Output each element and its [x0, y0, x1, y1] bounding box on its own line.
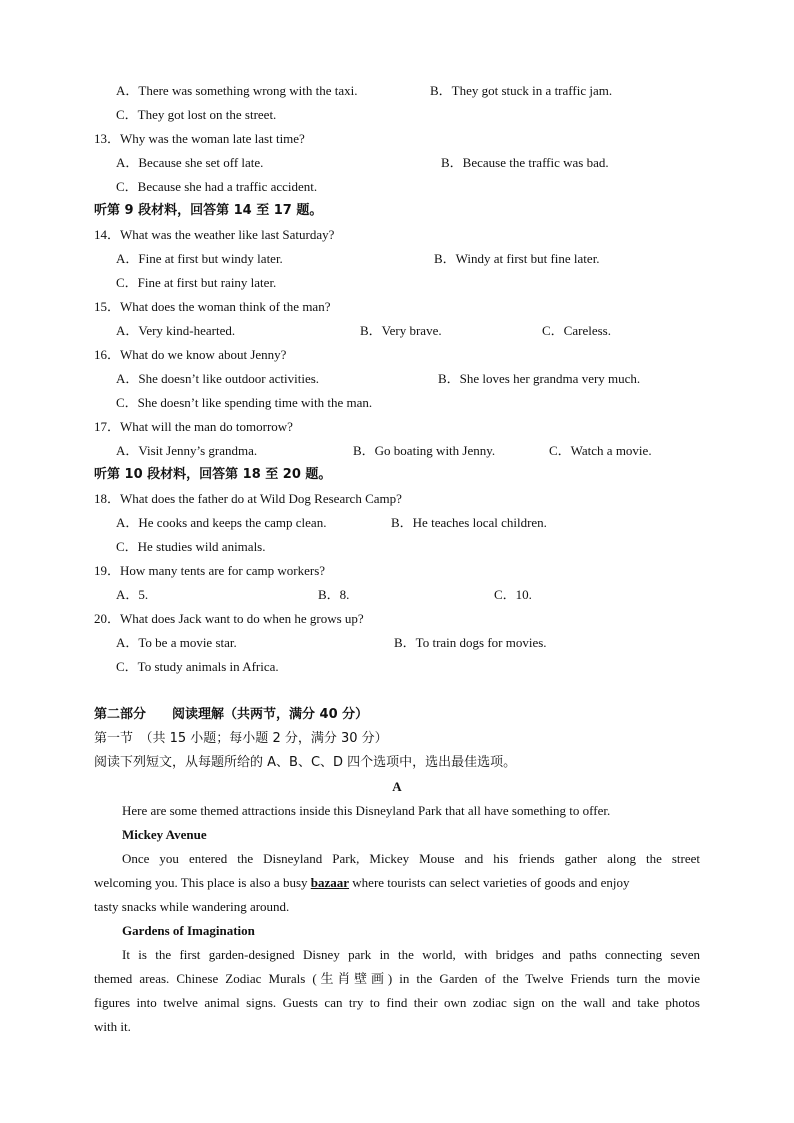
q16-option-c: C．She doesn’t like spending time with the man. [116, 395, 373, 410]
section-9-heading: 听第 9 段材料，回答第 14 至 17 题。 [94, 203, 323, 218]
q17-option-c: C．Watch a movie. [549, 443, 652, 458]
q17-option-b: B．Go boating with Jenny. [353, 443, 496, 458]
q18-option-a: A．He cooks and keeps the camp clean. [116, 515, 327, 530]
q19-stem: 19．How many tents are for camp workers? [94, 563, 326, 578]
q15-option-a: A．Very kind-hearted. [116, 323, 236, 338]
q12-option-a: A．There was something wrong with the taxi. [116, 83, 358, 98]
q14-stem: 14．What was the weather like last Saturday? [94, 227, 335, 242]
q17-option-a: A．Visit Jenny’s grandma. [116, 443, 258, 458]
q14-option-c: C．Fine at first but rainy later. [116, 275, 277, 290]
q16-option-a: A．She doesn’t like outdoor activities. [116, 371, 320, 386]
q15-stem: 15．What does the woman think of the man? [94, 299, 331, 314]
paragraph-2-line-1: It is the first garden-designed Disney park in the world, with bridges and paths connecting seven [122, 947, 700, 962]
passage-intro: Here are some themed attractions inside this Disneyland Park that all have something to offer. [122, 803, 611, 818]
paragraph-2-line-4: with it. [94, 1019, 131, 1034]
q16-option-b: B．She loves her grandma very much. [438, 371, 641, 386]
q17-stem: 17．What will the man do tomorrow? [94, 419, 293, 434]
q20-option-a: A．To be a movie star. [116, 635, 237, 650]
passage-letter: A [392, 779, 402, 794]
q19-option-c: C．10. [494, 587, 532, 602]
paragraph-1-line-3: tasty snacks while wandering around. [94, 899, 290, 914]
q20-option-c: C．To study animals in Africa. [116, 659, 279, 674]
heading-mickey-avenue: Mickey Avenue [122, 827, 207, 842]
q19-option-b: B．8. [318, 587, 350, 602]
q12-option-b: B．They got stuck in a traffic jam. [430, 83, 613, 98]
q14-option-b: B．Windy at first but fine later. [434, 251, 600, 266]
q13-option-a: A．Because she set off late. [116, 155, 264, 170]
q12-option-c: C．They got lost on the street. [116, 107, 277, 122]
section-1-heading: 第一节 （共 15 小题；每小题 2 分，满分 30 分） [94, 731, 388, 746]
section-10-heading: 听第 10 段材料，回答第 18 至 20 题。 [94, 467, 332, 482]
reading-instruction: 阅读下列短文，从每题所给的 A、B、C、D 四个选项中，选出最佳选项。 [94, 755, 517, 770]
q19-option-a: A．5. [116, 587, 149, 602]
q13-option-c: C．Because she had a traffic accident. [116, 179, 318, 194]
paragraph-2-line-2: themed areas. Chinese Zodiac Murals (生肖壁画) in the Garden of the Twelve Friends turn the movie [94, 971, 700, 986]
q20-option-b: B．To train dogs for movies. [394, 635, 547, 650]
p1-line2-before: welcoming you. This place is also a busy bazaar where tourists can select varieties of goods and enjoy [94, 875, 630, 890]
paragraph-1-line-1: Once you entered the Disneyland Park, Mickey Mouse and his friends gather along the street [122, 851, 700, 866]
paragraph-2-line-3: figures into twelve animal signs. Guests can try to find their own zodiac sign on the wall and take photos [94, 995, 700, 1010]
q18-stem: 18．What does the father do at Wild Dog Research Camp? [94, 491, 402, 506]
bazaar-word: bazaar [310, 875, 350, 890]
q15-option-c: C．Careless. [542, 323, 611, 338]
paragraph-1-line-2 [94, 875, 700, 891]
q13-stem: 13．Why was the woman late last time? [94, 131, 305, 146]
q20-stem: 20．What does Jack want to do when he grows up? [94, 611, 364, 626]
heading-gardens-of-imagination: Gardens of Imagination [122, 923, 255, 938]
q15-option-b: B．Very brave. [360, 323, 442, 338]
q16-stem: 16．What do we know about Jenny? [94, 347, 287, 362]
q13-option-b: B．Because the traffic was bad. [441, 155, 609, 170]
part-2-title: 第二部分 阅读理解（共两节，满分 40 分） [94, 707, 369, 722]
q14-option-a: A．Fine at first but windy later. [116, 251, 283, 266]
q18-option-c: C．He studies wild animals. [116, 539, 266, 554]
q18-option-b: B．He teaches local children. [391, 515, 547, 530]
